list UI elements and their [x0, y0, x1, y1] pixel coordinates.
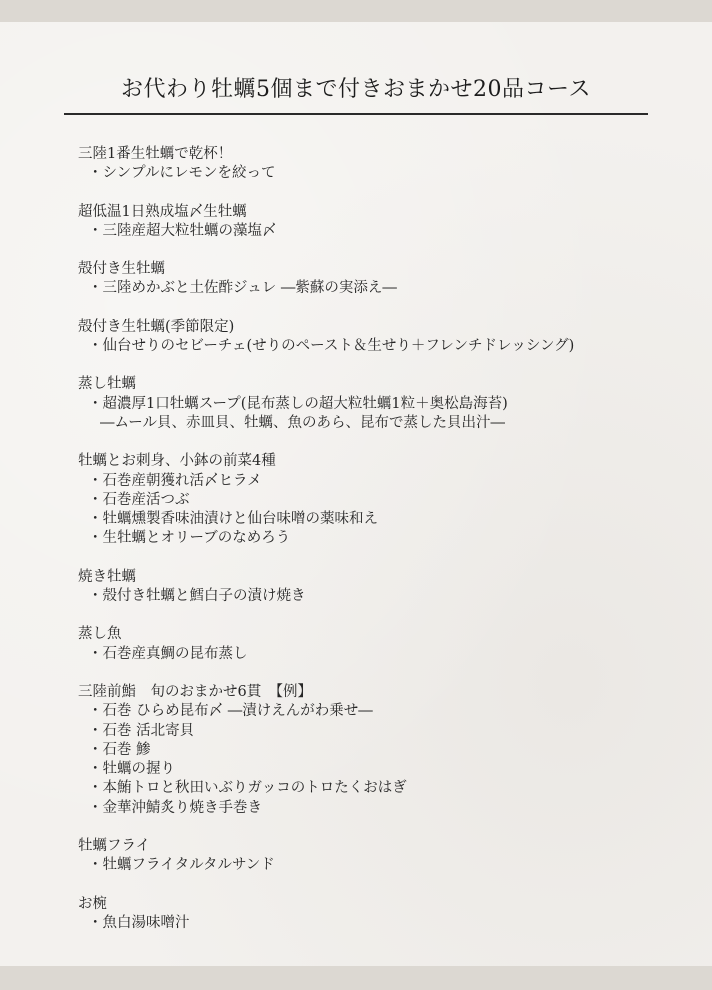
- menu-section: [78, 145, 678, 184]
- section-title: 三陸1番生牡蠣で乾杯！: [78, 146, 233, 162]
- menu-item: ・石巻 鯵: [88, 741, 151, 758]
- menu-item: ・生牡蠣とオリーブのなめろう: [88, 530, 291, 547]
- section-title: 焼き牡蠣: [78, 568, 136, 585]
- menu-item: ・石巻 活北寄貝: [88, 722, 195, 739]
- section-title: 蒸し牡蠣: [78, 376, 136, 393]
- section-title: 三陸前鮨 旬のおまかせ6貫 【例】: [78, 683, 312, 700]
- menu-item: ・殻付き牡蠣と鱈白子の漬け焼き: [88, 588, 306, 605]
- section-title: お椀: [78, 895, 107, 912]
- section-title: 殻付き生牡蠣: [78, 261, 165, 278]
- menu-item: ・本鮪トロと秋田いぶりガッコのトロたくおはぎ: [88, 780, 407, 797]
- section-title: 蒸し魚: [78, 626, 122, 643]
- menu-item-note: ―ムール貝、赤皿貝、牡蠣、魚のあら、昆布で蒸した貝出汁―: [100, 414, 505, 431]
- menu-item: ・牡蠣燻製香味油漬けと仙台味噌の薬味和え: [88, 511, 378, 528]
- menu-item: ・石巻産朝獲れ活〆ヒラメ: [88, 472, 262, 489]
- menu-item: ・石巻産活つぶ: [88, 491, 190, 508]
- menu-item: ・超濃厚1口牡蠣スープ(昆布蒸しの超大粒牡蠣1粒＋奥松島海苔): [88, 395, 508, 412]
- menu-item: ・金華沖鯖炙り焼き手巻き: [88, 799, 262, 816]
- menu-item: ・牡蠣の握り: [88, 761, 175, 778]
- menu-item: ・石巻産真鯛の昆布蒸し: [88, 645, 248, 662]
- menu-section: [78, 837, 678, 876]
- section-title: 牡蠣フライ: [78, 838, 151, 855]
- section-title: 殻付き生牡蠣(季節限定): [78, 318, 235, 335]
- menu-section: [78, 568, 678, 607]
- menu-item: ・牡蠣フライタルタルサンド: [88, 857, 275, 874]
- paper-edge-top: [0, 0, 712, 22]
- menu-section: [78, 895, 678, 934]
- course-menu: [78, 145, 678, 952]
- menu-section: [78, 452, 678, 548]
- paper-edge-bottom: [0, 966, 712, 990]
- menu-section: [78, 203, 678, 242]
- menu-item: ・石巻 ひらめ昆布〆 ―漬けえんがわ乗せ―: [88, 703, 373, 720]
- section-title: 超低温1日熟成塩〆生牡蠣: [78, 203, 247, 220]
- menu-section: [78, 318, 678, 357]
- menu-section: [78, 260, 678, 299]
- menu-item: ・三陸産超大粒牡蠣の藻塩〆: [88, 222, 277, 239]
- menu-section: [78, 375, 678, 433]
- section-title: 牡蠣とお刺身、小鉢の前菜4種: [78, 453, 276, 470]
- title-divider: [64, 113, 648, 115]
- menu-section: [78, 625, 678, 664]
- menu-item: ・三陸めかぶと土佐酢ジュレ ―紫蘇の実添え―: [88, 280, 397, 297]
- menu-item: ・仙台せりのセビーチェ(せりのペースト＆生せり＋フレンチドレッシング): [88, 338, 575, 355]
- menu-item: ・魚白湯味噌汁: [88, 914, 190, 931]
- menu-section: [78, 683, 678, 818]
- menu-item: ・シンプルにレモンを絞って: [88, 165, 276, 182]
- course-title: お代わり牡蠣5個まで付きおまかせ20品コース: [121, 77, 591, 102]
